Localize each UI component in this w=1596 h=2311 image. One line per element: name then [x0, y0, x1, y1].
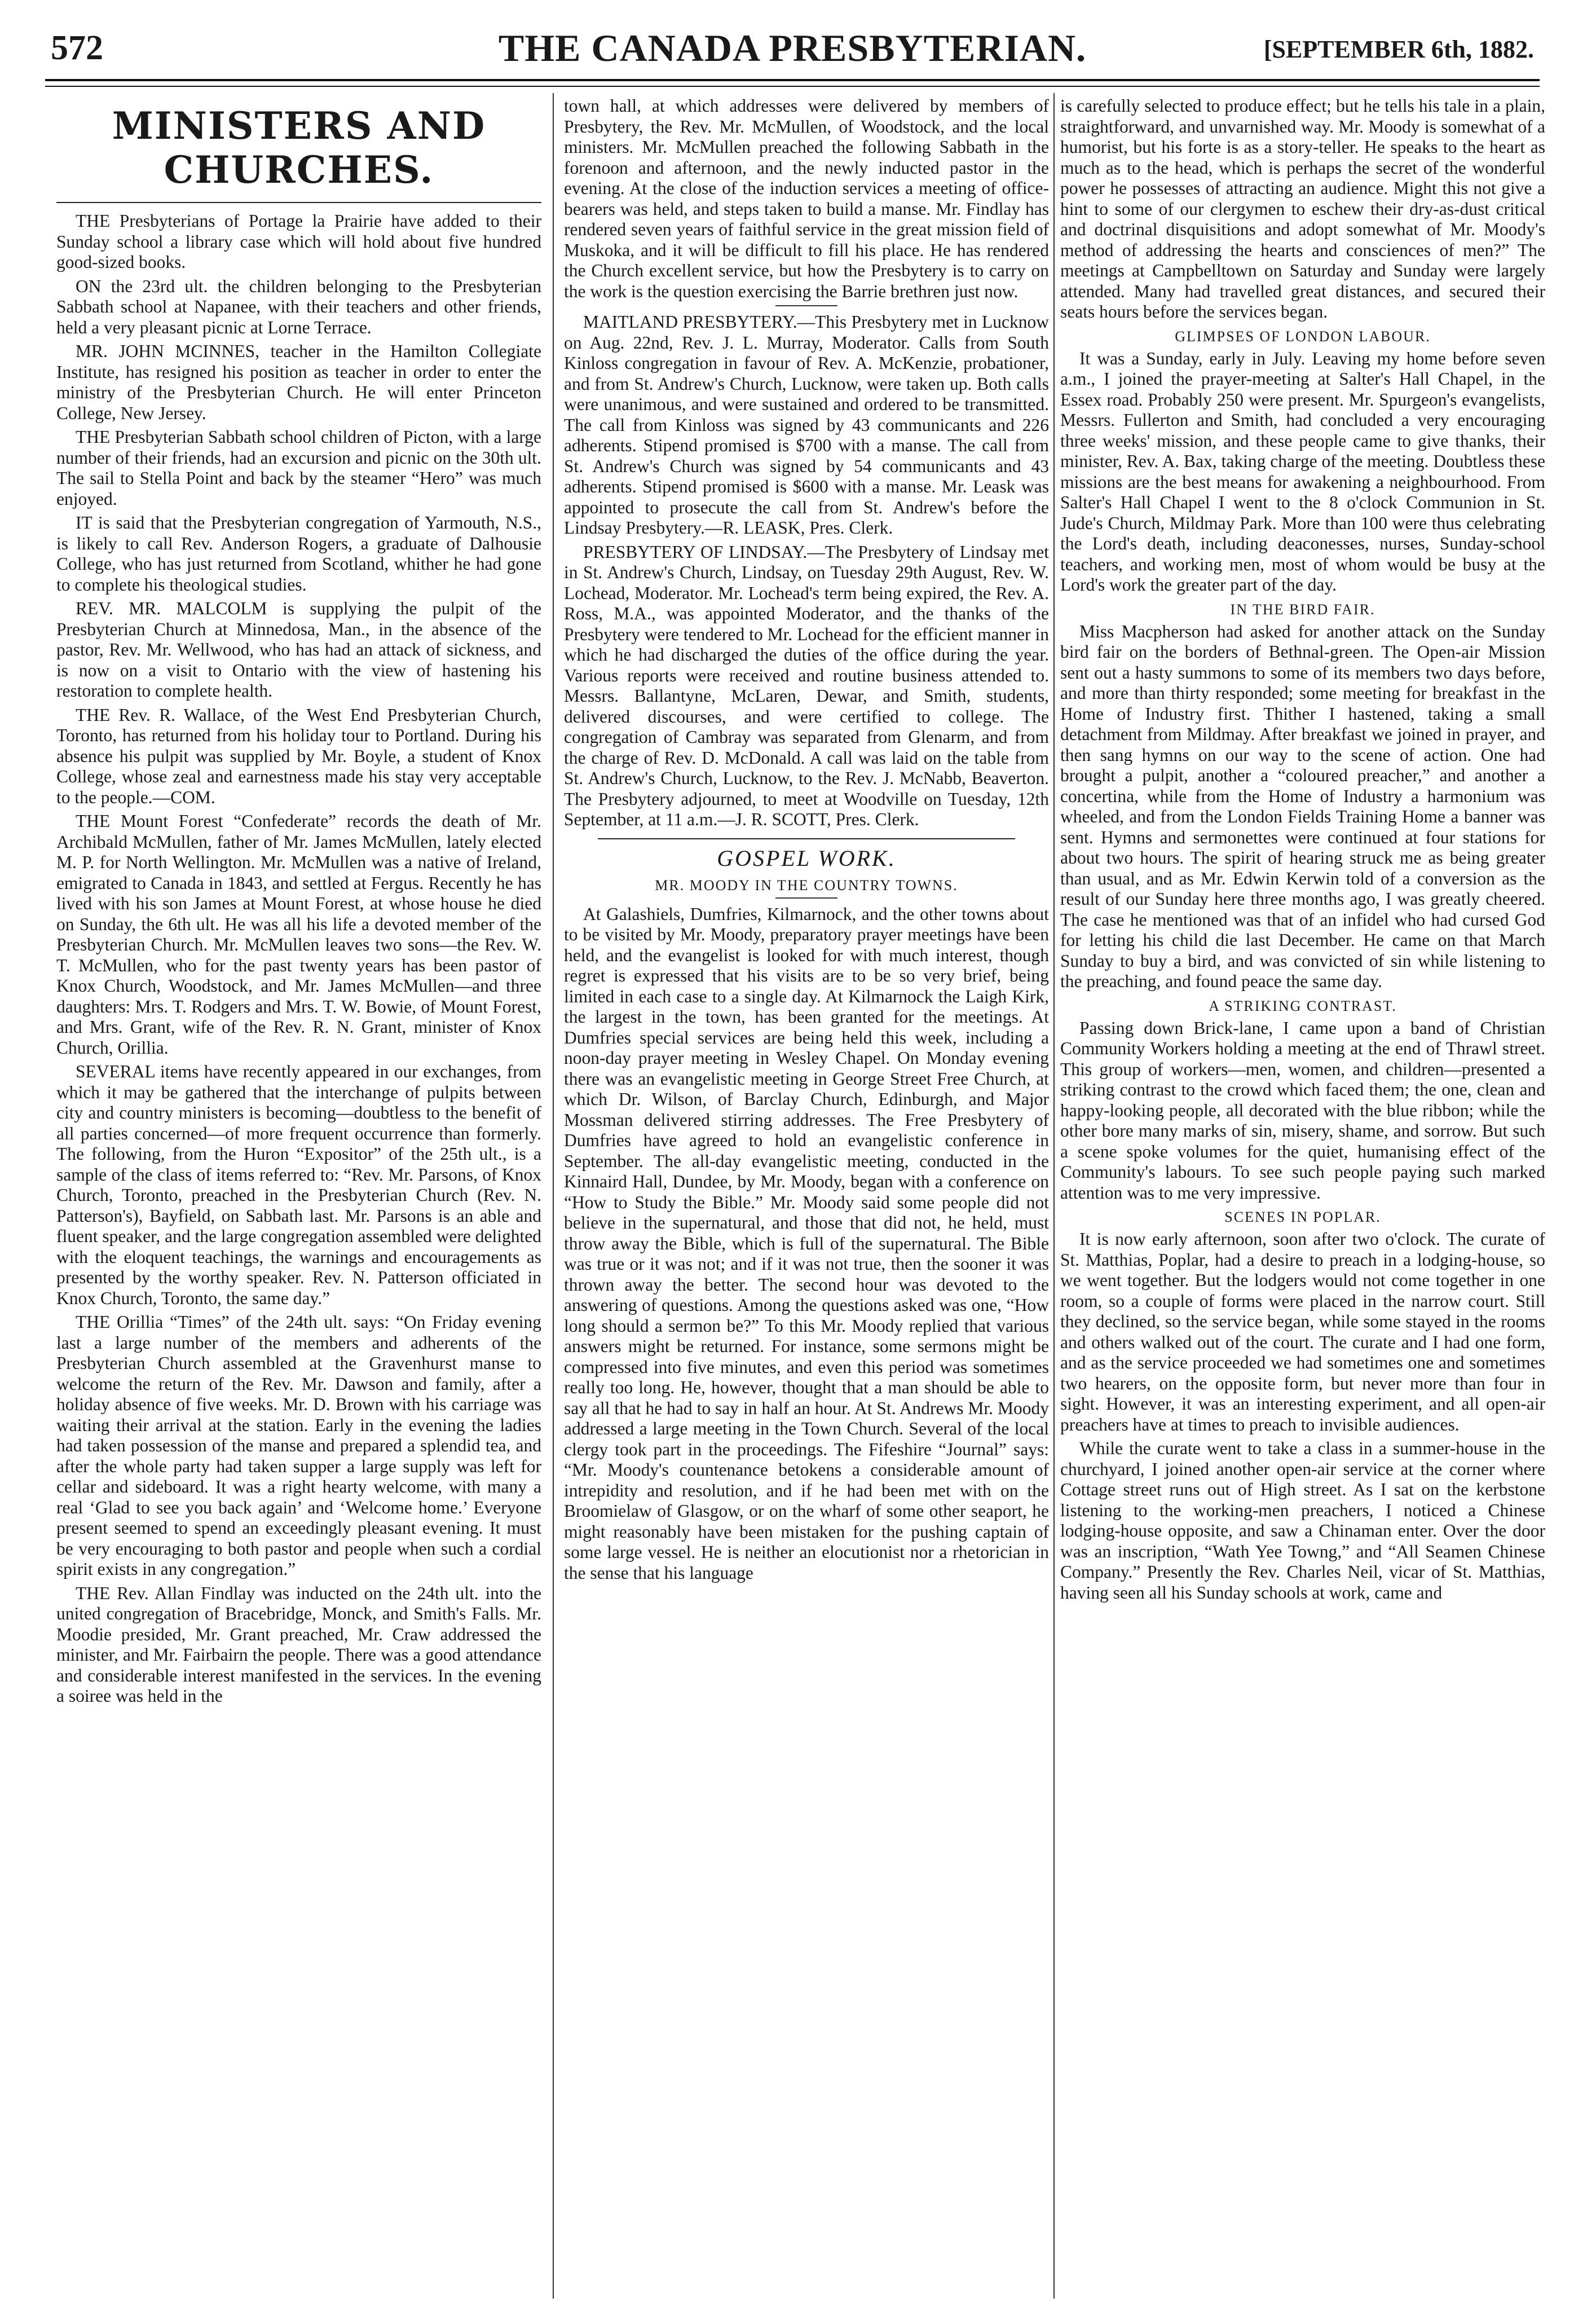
paragraph: SEVERAL items have recently appeared in our exchanges, from which it may be gathered that the interchange of pulpits between city and country ministers is becoming—doubtless to the benefit of all parties concerned—of more frequent occurrence than formerly. The following, from the Huron “Expositor” of the 25th ult., is a sample of the class of items referred to: “Rev. Mr. Parsons, of Knox Church, Toronto, preached in the Presbyterian Church (Rev. N. Patterson's), Bayfield, on Sabbath last. Mr. Parsons is an able and fluent speaker, and the large congregation assembled were delighted with the eloquent teachings, the warnings and encouragements as presented by the worthy speaker. Rev. N. Patterson officiated in Knox Church, Toronto, the same day.”	[56, 1062, 541, 1308]
subheading: MR. MOODY IN THE COUNTRY TOWNS.	[655, 877, 958, 893]
paragraph: THE Rev. R. Wallace, of the West End Presbyterian Church, Toronto, has returned from his holiday tour to Portland. During his absence his pulpit was supplied by Mr. Boyle, a student of Knox College, whose zeal and earnestness made his stay very acceptable to the people.—COM.	[56, 705, 541, 807]
paragraph: REV. MR. MALCOLM is supplying the pulpit of the Presbyterian Church at Minnedosa, Man., in the absence of the pastor, Rev. Mr. Wellwood, who has had an attack of sickness, and is now on a visit to Ontario with the view of hastening his restoration to complete health.	[56, 598, 541, 701]
masthead-rule	[45, 79, 1540, 81]
column-1	[56, 96, 541, 2296]
paragraph: THE Rev. Allan Findlay was inducted on the 24th ult. into the united congregation of Bracebridge, Monck, and Smith's Falls. Mr. Moodie presided, Mr. Grant preached, Mr. Craw addressed the minister, and Mr. Fairbairn the people. There was a good attendance and considerable interest manifested in the services. In the evening a soiree was held in the	[56, 1583, 541, 1706]
paragraph: THE Presbyterians of Portage la Prairie have added to their Sunday school a library case which will hold about five hundred good-sized books.	[56, 211, 541, 272]
page-number: 572	[51, 29, 103, 67]
paragraph: PRESBYTERY OF LINDSAY.—The Presbytery of Lindsay met in St. Andrew's Church, Lindsay, on Tuesday 29th August, Rev. W. Lochead, Moderator. Mr. Lochead's term being expired, the Rev. A. Ross, M.A., was appointed Moderator, and the thanks of the Presbytery were tendered to Mr. Lochead for the efficient manner in which he had discharged the duties of the office during the year. Various reports were received and routine business attended to. Messrs. Ballantyne, McLaren, Dewar, and Smith, students, delivered discourses, and were certified to college. The congregation of Cambray was separated from Glenarm, and from the charge of Rev. D. McDonald. A call was laid on the table from St. Andrew's Church, Lucknow, to the Rev. J. McNabb, Beaverton. The Presbytery adjourned, to meet at Woodville on Tuesday, 12th September, at 11 a.m.—J. R. SCOTT, Pres. Clerk.	[564, 542, 1049, 829]
subheading: GLIMPSES OF LONDON LABOUR.	[1175, 328, 1431, 345]
column-3	[1060, 96, 1545, 2296]
paragraph: It was a Sunday, early in July. Leaving my home before seven a.m., I joined the prayer-meeting at Salter's Hall Chapel, in the Essex road. Probably 250 were present. Mr. Spurgeon's evangelists, Messrs. Fullerton and Smith, had concluded a very encouraging three weeks' mission, and these people came to give thanks, their minister, Rev. A. Bax, taking charge of the meeting. Doubtless these missions are the best means for awakening a neighbourhood. From Salter's Hall Chapel I went to the 8 o'clock Communion in St. Jude's Church, Mildmay Park. More than 100 were thus celebrating the Lord's death, including deaconesses, nurses, Sunday-school teachers, and working men, most of whom would be busy at the Lord's work the greater part of the day.	[1060, 348, 1545, 595]
paragraph: It is now early afternoon, soon after two o'clock. The curate of St. Matthias, Poplar, had a desire to preach in a lodging-house, so we went together. But the lodgers would not come together in one room, so a couple of forms were placed in the narrow court. Still they declined, so the service began, while some stayed in the rooms and others walked out of the court. The curate and I had one form, and as the service proceeded we had sometimes one and sometimes two hearers, on the opposite form, but never more than four in sight. However, it was an interesting experiment, and all open-air preachers have at times to preach to invisible audiences.	[1060, 1229, 1545, 1434]
paragraph: At Galashiels, Dumfries, Kilmarnock, and the other towns about to be visited by Mr. Moody, preparatory prayer meetings have been held, and the evangelist is looked for with much interest, though regret is expressed that his visits are to be so very brief, being limited in each case to a single day. At Kilmarnock the Laigh Kirk, the largest in the town, has been granted for the meetings. At Dumfries special services are being held this week, including a noon-day prayer meeting in Wesley Chapel. On Monday evening there was an evangelistic meeting in George Street Free Church, at which Dr. Wilson, of Barclay Church, Edinburgh, and Major Mossman delivered stirring addresses. The Free Presbytery of Dumfries have agreed to hold an evangelistic conference in September. The all-day evangelistic meeting, conducted in the Kinnaird Hall, Dundee, by Mr. Moody, began with a conference on “How to Study the Bible.” Mr. Moody said some people did not believe in the supernatural, and those that did not, he held, must throw away the Bible, which is full of the supernatural. The Bible was true or it was not; and if it was not true, then the sooner it was thrown away the better. The second hour was devoted to the answering of questions. Among the questions asked was one, “How long should a sermon be?” To this Mr. Moody replied that various answers might be returned. For instance, some sermons might be compressed into five minutes, and even this period was sometimes really too long. He, however, thought that a man should be able to say all that he had to say in half an hour. At St. Andrews Mr. Moody addressed a large meeting in the Town Church. Several of the local clergy took part in the proceedings. The Fifeshire “Journal” says: “Mr. Moody's countenance betokens a considerable amount of intrepidity and resolution, and if he had been met with on the Broomielaw of Glasgow, or on the wharf of some other seaport, he might reasonably have been mistaken for the pushing captain of some large vessel. He is neither an elocutionist nor a rhetorician in the sense that his language	[564, 904, 1049, 1583]
masthead	[45, 28, 1540, 79]
column-divider	[1053, 93, 1055, 2299]
paragraph: MAITLAND PRESBYTERY.—This Presbytery met in Lucknow on Aug. 22nd, Rev. J. L. Murray, Moderator. Calls from South Kinloss congregation in favour of Rev. A. McKenzie, probationer, and from St. Andrew's Church, Lucknow, were taken up. Both calls were unanimous, and were sustained and ordered to be transmitted. The call from Kinloss was signed by 43 communicants and 226 adherents. Stipend promised is $700 with a manse. The call from St. Andrew's Church was signed by 54 communicants and 43 adherents. Stipend promised is $600 with a manse. Mr. Leask was appointed to prosecute the call from St. Andrew's before the Lindsay Presbytery.—R. LEASK, Pres. Clerk.	[564, 312, 1049, 538]
paragraph: IT is said that the Presbyterian congregation of Yarmouth, N.S., is likely to call Rev. Anderson Rogers, a graduate of Dalhousie College, who has just returned from Scotland, whither he had gone to complete his theological studies.	[56, 513, 541, 595]
paragraph: Passing down Brick-lane, I came upon a band of Christian Community Workers holding a meeting at the end of Thrawl street. This group of workers—men, women, and children—presented a striking contrast to the crowd which faced them; the one, clean and happy-looking people, all decorated with the blue ribbon; while the other bore many marks of sin, misery, shame, and sorrow. But such a scene spoke volumes for the quiet, humanising effect of the Community's labours. To see such people paying such marked attention was to me very impressive.	[1060, 1018, 1545, 1203]
paragraph: While the curate went to take a class in a summer-house in the churchyard, I joined another open-air service at the corner where Cottage street runs out of High street. As I sat on the kerbstone listening to the working-men preachers, I noticed a Chinese lodging-house opposite, and saw a Chinaman enter. Over the door was an inscription, “Wath Yee Towng,” and “All Seamen Chinese Company.” Presently the Rev. Charles Neil, vicar of St. Matthias, having seen all his Sunday schools at work, came and	[1060, 1438, 1545, 1603]
column-2	[564, 96, 1049, 2296]
paragraph: THE Presbyterian Sabbath school children of Picton, with a large number of their friends, had an excursion and picnic on the 30th ult. The sail to Stella Point and back by the steamer “Hero” was much enjoyed.	[56, 427, 541, 509]
gospel-work-heading: GOSPEL WORK.	[717, 845, 896, 871]
newspaper-title: THE CANADA PRESBYTERIAN.	[498, 27, 1087, 69]
separator-rule	[598, 838, 1015, 839]
section-heading: MINISTERS AND CHURCHES.	[112, 104, 486, 192]
paragraph: MR. JOHN MCINNES, teacher in the Hamilton Collegiate Institute, has resigned his position as teacher in order to enter the ministry of the Presbyterian Church. He will enter Princeton College, New Jersey.	[56, 341, 541, 423]
subheading: A STRIKING CONTRAST.	[1209, 997, 1397, 1014]
paragraph: town hall, at which addresses were delivered by members of Presbytery, the Rev. Mr. McMullen, of Woodstock, and the local ministers. Mr. McMullen preached the following Sabbath in the forenoon and afternoon, and the newly inducted pastor in the evening. At the close of the induction services a meeting of office-bearers was held, and steps taken to build a manse. Mr. Findlay has rendered seven years of faithful service in the great mission field of Muskoka, and it will be difficult to fill his place. He has rendered the Church excellent service, but how the Presbytery is to carry on the work is the question exercising the Barrie brethren just now.	[564, 96, 1049, 301]
heading-rule	[56, 202, 541, 203]
paragraph: THE Mount Forest “Confederate” records the death of Mr. Archibald McMullen, father of Mr. James McMullen, lately elected M. P. for North Wellington. Mr. McMullen was a native of Ireland, emigrated to Canada in 1843, and settled at Fergus. Recently he has lived with his son James at Mount Forest, at whose house he died on Sunday, the 6th ult. He was all his life a devoted member of the Presbyterian Church. Mr. McMullen leaves two sons—the Rev. W. T. McMullen, who for the past twenty years has been pastor of Knox Church, Woodstock, and Mr. James McMullen—and three daughters: Mrs. T. Rodgers and Mrs. T. W. Bowie, of Mount Forest, and Mrs. Grant, wife of the Rev. R. N. Grant, minister of Knox Church, Orillia.	[56, 811, 541, 1058]
masthead-rule-thin	[45, 86, 1540, 87]
paragraph: ON the 23rd ult. the children belonging to the Presbyterian Sabbath school at Napanee, with their teachers and other friends, held a very pleasant picnic at Lorne Terrace.	[56, 276, 541, 337]
paragraph: is carefully selected to produce effect; but he tells his tale in a plain, straightforward, and unvarnished way. Mr. Moody is somewhat of a humorist, but his forte is as a story-teller. He speaks to the heart as much as to the head, which is perhaps the secret of the wonderful power he possesses of attracting an audience. Might this not give a hint to some of our clergymen to eschew their dry-as-dust critical and doctrinal disquisitions and adopt somewhat of Mr. Moody's method of addressing the hearts and consciences of men?” The meetings at Campbelltown on Saturday and Sunday were largely attended. Many had travelled great distances, and secured their seats hours before the services began.	[1060, 96, 1545, 322]
paragraph: THE Orillia “Times” of the 24th ult. says: “On Friday evening last a large number of the members and adherents of the Presbyterian Church assembled at the Gravenhurst manse to welcome the return of the Rev. Mr. Dawson and family, after a holiday absence of five weeks. Mr. D. Brown with his carriage was waiting their arrival at the station. Early in the evening the ladies had taken possession of the manse and prepared a splendid tea, and after the whole party had taken supper a large supply was left for cellar and sideboard. It was a right hearty welcome, with many a real ‘Glad to see you back again’ and ‘Welcome home.’ Everyone present seemed to spend an exceedingly pleasant evening. It must be very encouraging to both pastor and people when such a cordial spirit exists in any congregation.”	[56, 1312, 541, 1579]
paragraph: Miss Macpherson had asked for another attack on the Sunday bird fair on the borders of Bethnal-green. The Open-air Mission sent out a hasty summons to some of its members two days before, and more than thirty responded; some meeting for breakfast in the Home of Industry first. Thither I hastened, taking a small detachment from Mildmay. After breakfast we joined in prayer, and then sang hymns on our way to the scene of action. One had brought a pulpit, another a “coloured preacher,” and another a concertina, while from the Home of Industry a harmonium was wheeled, and from the London Fields Training Home a banner was sent. Hymns and sermonettes were continued at four stations for about two hours. The spirit of hearing struck me as being greater than usual, and as Mr. Edwin Kerwin told of a conversion as the result of our Sunday here three months ago, I was greatly cheered. The case he mentioned was that of an infidel who had cursed God for letting his child die last December. He came on that March Sunday to buy a bird, and was convicted of sin while listening to the preaching, and found peace the same day.	[1060, 621, 1545, 991]
subheading: IN THE BIRD FAIR.	[1230, 601, 1375, 618]
column-divider	[553, 93, 554, 2299]
subheading: SCENES IN POPLAR.	[1224, 1209, 1381, 1225]
separator-rule	[775, 305, 837, 306]
separator-rule	[775, 897, 837, 899]
issue-date: [SEPTEMBER 6th, 1882.	[1263, 36, 1534, 63]
